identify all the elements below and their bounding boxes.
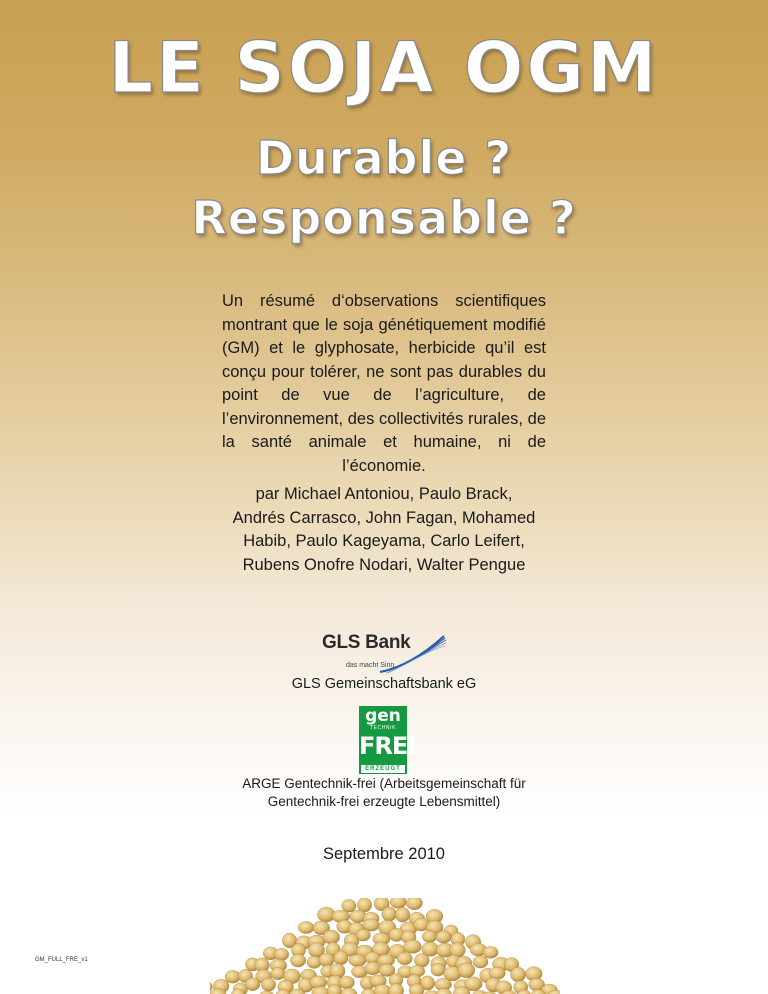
title-responsable: Responsable ?	[191, 191, 577, 245]
soybean	[458, 963, 475, 978]
title-main: LE SOJA OGM	[108, 27, 660, 109]
gls-bank-logo	[318, 632, 450, 676]
soybean	[489, 967, 505, 979]
soybean	[397, 952, 412, 965]
soybean	[298, 921, 314, 933]
soybean	[389, 984, 404, 994]
soybean	[274, 948, 288, 960]
soybean-pile-icon	[210, 898, 560, 994]
soybeans-image	[210, 898, 560, 994]
soybean	[390, 898, 406, 908]
soybean	[431, 963, 445, 976]
title-durable: Durable ?	[255, 131, 513, 185]
soybean	[261, 978, 275, 991]
gen-logo-erzeugt: ERZEUGT	[361, 765, 405, 773]
soybean	[290, 954, 305, 967]
publication-date: Septembre 2010	[322, 845, 445, 863]
soybean	[406, 898, 422, 910]
soybean	[225, 970, 240, 983]
gentechnik-frei-logo	[359, 706, 416, 774]
soybean	[510, 967, 525, 982]
soybean	[323, 930, 340, 944]
authors-line: Rubens Onofre Nodari, Walter Pengue	[242, 555, 526, 574]
soybean	[319, 953, 335, 967]
soybean	[245, 978, 260, 991]
document-id: GM_FULL_FRE_v1	[35, 957, 88, 963]
soybean	[342, 899, 356, 912]
summary-paragraph: Un résumé d‘observations scientifiques montrant que le soja génétiquement modifié (GM) et le glyphosate, herbicide qu’il est conçu pour tolérer, ne sont pas durables du point de vue de l’agriculture, de l’environnement, des collectivités rurales, de la santé animale et humaine, ni de l’économie.	[222, 292, 546, 475]
gls-logo-name: GLS Bank	[322, 632, 411, 653]
soybean	[341, 988, 357, 994]
gen-logo-frei: FREI	[359, 732, 416, 760]
authors-block	[200, 483, 568, 577]
soybean	[483, 946, 498, 958]
soybean	[422, 931, 437, 943]
soybean	[382, 907, 397, 921]
gls-logo-tagline: das macht Sinn	[346, 662, 395, 669]
soybean	[365, 962, 381, 975]
soybean	[271, 967, 285, 979]
soybean	[404, 940, 422, 954]
soybean	[349, 954, 367, 966]
soybean	[395, 907, 409, 922]
arge-block	[0, 775, 768, 811]
soybean	[339, 976, 355, 989]
authors-line: par Michael Antoniou, Paulo Brack,	[255, 485, 513, 503]
soybean	[473, 956, 488, 968]
gls-swoosh-icon	[378, 634, 448, 674]
authors-line: Andrés Carrasco, John Fagan, Mohamed	[232, 508, 536, 527]
soybean	[356, 929, 370, 941]
soybean	[334, 951, 348, 965]
soybean	[436, 931, 452, 943]
arge-line: ARGE Gentechnik-frei (Arbeitsgemeinschaft für	[242, 776, 526, 791]
arge-line: Gentechnik-frei erzeugte Lebensmittel)	[267, 794, 501, 809]
gls-full-name: GLS Gemeinschaftsbank eG	[291, 676, 477, 692]
authors-line: Habib, Paulo Kageyama, Carlo Leifert,	[243, 532, 525, 550]
gen-logo-technik: TECHNIK	[369, 725, 397, 731]
gen-logo-gen: gen	[365, 706, 401, 726]
